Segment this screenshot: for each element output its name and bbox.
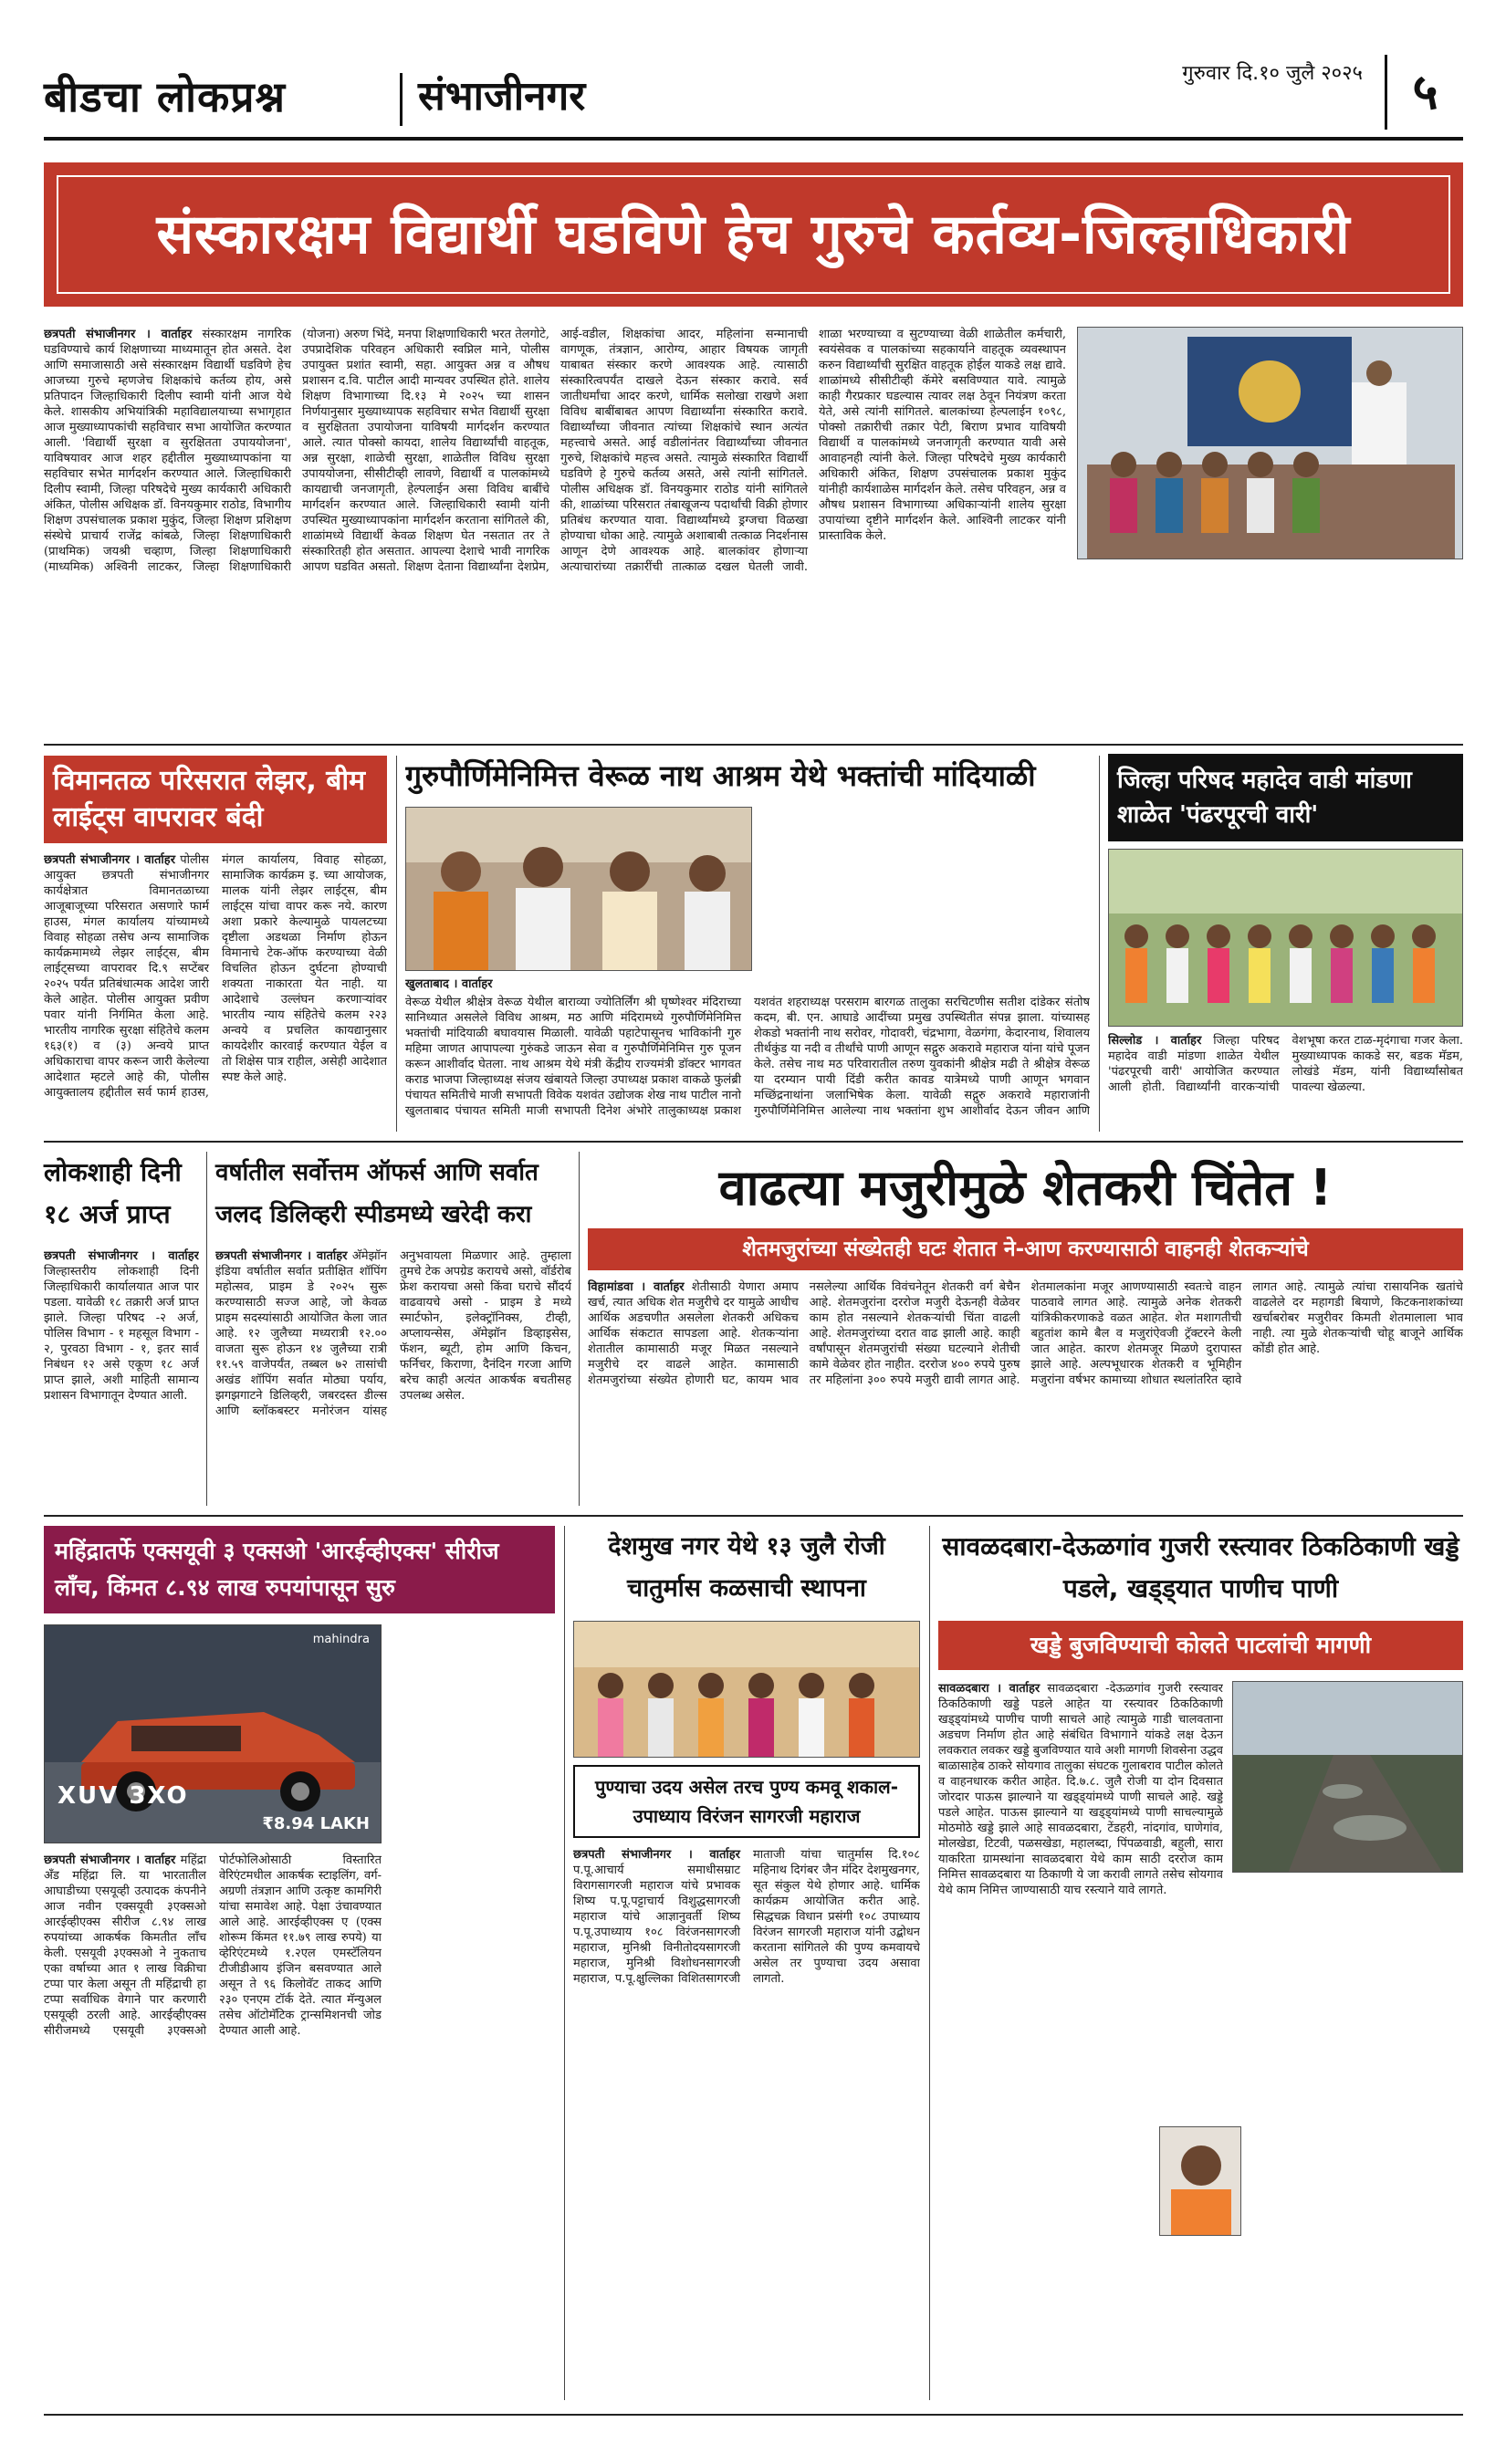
story1-dateline: छत्रपती संभाजीनगर । वार्ताहर <box>44 328 193 341</box>
rule-v-1 <box>396 756 397 1132</box>
story10-dateline: सावळदबारा । वार्ताहर <box>938 1682 1041 1696</box>
story6-dateline: छत्रपती संभाजीनगर । वार्ताहर <box>215 1249 348 1263</box>
story3-photo <box>405 807 752 971</box>
rule-v-4 <box>579 1152 580 1506</box>
story2-headline: विमानतळ परिसरात लेझर, बीम लाईट्स वापरावर बंदी <box>53 765 366 833</box>
car-photo <box>45 1625 382 1843</box>
story5-headline: लोकशाही दिनी १८ अर्ज प्राप्त <box>44 1157 182 1229</box>
story10-subheadline: खड्डे बुजविण्याची कोलते पाटलांची मागणी <box>1030 1632 1372 1658</box>
story9-dateline: छत्रपती संभाजीनगर । वार्ताहर <box>573 1848 740 1862</box>
story6-body <box>215 1248 571 1506</box>
story1-photo-scene <box>1078 328 1463 559</box>
masthead-date: गुरुवार दि.१० जुलै २०२५ <box>1182 62 1363 85</box>
story4-photo-scene <box>1109 850 1463 1027</box>
story5-body <box>44 1248 199 1506</box>
rule-v-5 <box>564 1526 565 2400</box>
rule-v-6 <box>929 1526 930 2400</box>
rule-3 <box>44 1515 1463 1517</box>
story2-dateline: छत्रपती संभाजीनगर । वार्ताहर <box>44 853 176 867</box>
story7-headline: वाढत्या मजुरीमुळे शेतकरी चिंतेत ! <box>718 1159 1333 1216</box>
story2-body <box>44 852 387 1132</box>
story6-text: अ‍ॅमेझॉन इंडिया वर्षातील सर्वात प्रतीक्षित शॉपिंग महोत्सव, प्राइम डे २०२५ सुरू करण्यासाठी सज्ज आहे, जो केवळ प्राइम सदस्यांसाठी आयोजित केला जात आहे. १२ जुलैच्या मध्यरात्री १२.०० वाजता सुरू होऊन १४ जुलैच्या रात्री ११.५९ वाजेपर्यंत, तब्बल ७२ तासांची अखंड शॉपिंग सर्वात मोठ्या पर्याय, झगझगाटने डिलिव्हरी, जबरदस्त डील्स आणि ब्लॉकबस्टर मनोरंजन यांसह अनुभवायला मिळणार आहे. तुम्हाला तुमचे टेक अपग्रेड करायचे असो, वॉर्डरोब फ्रेश करायचा असो किंवा घराचे सौंदर्य वाढवायचे असो - प्राइम डे मध्ये स्मार्टफोन, इलेक्ट्रॉनिक्स, टीव्ही, अप्लायन्सेस, अ‍ॅमेझॉन डिव्हाइसेस, फॅशन, ब्यूटी, होम आणि किचन, फर्निचर, किराणा, दैनंदिन गरजा आणि बरेच काही अत्यंत आकर्षक बचतीसह उपलब्ध असेल. <box>215 1249 571 1418</box>
rule-1 <box>44 744 1463 746</box>
story9-body <box>573 1847 920 2400</box>
story4-body <box>1108 1033 1463 1132</box>
ad-model: XUV 3XO <box>58 1782 189 1810</box>
ad-brand: mahindra <box>312 1633 370 1646</box>
masthead-title: बीडचा लोकप्रश्न <box>44 72 287 121</box>
page-number: ५ <box>1385 55 1463 130</box>
story9-subheadline: पुण्याचा उदय असेल तरच पुण्य कमवू शकाल-उपाध्याय विरंजन सागरजी महाराज <box>594 1776 899 1827</box>
story8-ad <box>44 1624 382 1843</box>
story7-text: शेतीसाठी येणारा अमाप खर्च, त्यात अधिक शेत मजुरीचे दर यामुळे आधीच आर्थिक अडचणीत असलेला शेतकरी अधिकच आर्थिक संकटात सापडला आहे. शेतकऱ्यांना शेतातील कामासाठी मजूर मिळत नसल्याने मजुरीचे दर वाढले आहेत. कामासाठी शेतमजुरांच्या संख्येत होणारी घट, कायम भाव नसलेल्या आर्थिक विवंचनेतून शेतकरी वर्ग बेचैन आहे. शेतमजुरांना दररोज मजुरी देऊनही वेळेवर काम होत नसल्याने शेतकऱ्यांची चिंता वाढली आहे. शेतमजुरांच्या दरात वाढ झाली आहे. काही वर्षांपासून शेतमजुरांची संख्या घटल्याने शेतीची कामे वेळेवर होत नाहीत. दररोज ४०० रुपये पुरुष तर महिलांना ३०० रुपये मजुरी द्यावी लागत आहे. शेतमालकांना मजूर आणण्यासाठी स्वतःचे वाहन पाठवावे लागत आहे. त्यामुळे अनेक शेतकरी यांत्रिकीकरणाकडे वळत आहेत. शेत मशागतीची बहुतांश कामे बैल व मजुरांऐवजी ट्रॅक्टरने केली जात आहेत. कारण शेतमजूर मिळणे दुरापास्त झाले आहे. अल्पभूधारक शेतकरी व भूमिहीन मजुरांना वर्षभर कामाच्या शोधात स्थलांतरित व्हावे लागत आहे. त्यामुळे त्यांचा रासायनिक खतांचे वाढलेले दर महागडी बियाणे, किटकनाशकांच्या खर्चाबरोबर मजुरीवर किमती शेतमालाला भाव नाही. त्या मुळे शेतकऱ्यांची चोहू बाजूने आर्थिक कोंडी होत आहे. <box>588 1280 1463 1387</box>
story4-headline-band <box>1108 754 1463 841</box>
story2-text: पोलीस आयुक्त छत्रपती संभाजीनगर कार्यक्षेत्रात विमानतळाच्या आजूबाजूच्या परिसरात असणारे फार्म हाउस, मंगल कार्यालय यांच्यामध्ये विवाह सोहळा तसेच अन्य सामाजिक कार्यक्रमामध्ये लेझर लाईट्स, बीम लाईट्सच्या वापरावर दि.९ सप्टेंबर २०२५ पर्यंत प्रतिबंधात्मक आदेश जारी केले आहेत. पोलीस आयुक्त प्रवीण पवार यांनी निर्गमित केला आहे. भारतीय नागरिक सुरक्षा संहितेचे कलम १६३(१) व (३) अन्वये प्राप्त अधिकाराचा वापर करून जारी केलेल्या आदेशात म्हटले आहे की, पोलीस आयुक्तालय हद्दीतील सर्व फार्म हाउस, मंगल कार्यालय, विवाह सोहळा, सामाजिक कार्यक्रम इ. च्या आयोजक, मालक यांनी लेझर लाईट्स, बीम लाईट्स यांचा वापर करू नये. कारण अशा प्रकारे केल्यामुळे पायलटच्या दृष्टीला अडथळा निर्माण होऊन विमानाचे टेक-ऑफ करण्याच्या वेळी विचलित होऊन दुर्घटना होण्याची शक्यता नाकारता येत नाही. या आदेशाचे उल्लंघन करणाऱ्यांवर भारतीय न्याय संहितेचे कलम २२३ अन्वये व प्रचलित कायद्यानुसार कायदेशीर कारवाई करण्यात येईल व तो शिक्षेस पात्र राहील, असेही आदेशात स्पष्ट केले आहे. <box>44 853 387 1100</box>
story4-text: जिल्हा परिषद महादेव वाडी मांडणा शाळेत येथील 'पंढरपूरची वारी' आयोजित करण्यात आली होती. विद्यार्थ्यांनी वारकऱ्यांची वेशभूषा करत टाळ-मृदंगाचा गजर केला. मुख्याध्यापक काकडे सर, बडक मॅडम, लोखंडे मॅडम, यांनी विद्यार्थ्यांसोबत पावल्या खेळल्या. <box>1108 1034 1463 1094</box>
rule-2 <box>44 1141 1463 1143</box>
story10-photo-road <box>1232 1681 1463 1873</box>
story8-dateline: छत्रपती संभाजीनगर । वार्ताहर <box>44 1853 176 1867</box>
story6-headline: वर्षातील सर्वोत्तम ऑफर्स आणि सर्वात जलद डिलिव्हरी स्पीडमध्ये खरेदी करा <box>215 1159 539 1228</box>
rule-bottom <box>44 2414 1463 2416</box>
story3-body: वेरूळ येथील श्रीक्षेत्र वेरूळ येथील बाराव्या ज्योतिर्लिंग श्री घृष्णेश्वर मंदिराच्या सानिध्यात असलेले विविध आश्रम, मठ आणि मंदिरामध्ये गुरुपौर्णिमेनिमित्त भक्तांची मांदियाळी बघावयास मिळाली. यावेळी पहाटेपासूनच भाविकांनी गुरु महिमा जाणत आपापल्या गुरुंकडे जाऊन सेवा व गुरुपौर्णिमेनिमित्त गुरु पूजन करून आशीर्वाद घेतला. नाथ आश्रम येथे मंत्री केंद्रीय राज्यमंत्री डॉक्टर भागवत कराड भाजपा जिल्हाध्यक्ष संजय खंबायते जिल्हा उपाध्यक्ष प्रकाश वाकळे फुलंब्री पंचायत समितीचे माजी सभापती विवेक यशवंत उद्योजक शेख नाथ पाटील नानो खुलताबाद पंचायत समिती माजी सभापती दिनेश अंभोरे तालुकाध्यक्ष प्रकाश यशवंत शहराध्यक्ष परसराम बारगळ तालुका सरचिटणीस सतीश दांडेकर संतोष कदम, बी. एन. आघाडे आदींच्या प्रमुख उपस्थितीत संपन्न झाला. यांच्यासह शेकडो भक्तांनी नाथ सरोवर, गोदावरी, चंद्रभागा, वेळगंगा, केदारनाथ, शिवालय तीर्थकुंड या नदी व तीर्थांचे पाणी आणून सद्गुरु अकरावे महाराज यांना यांचे पूजन केले. तसेच नाथ मठ परिवारातील तरुण युवकांनी श्रीक्षेत्र मढी ते श्रीक्षेत्र वेरूळ या दरम्यान पायी दिंडी करीत कावड यात्रेमध्ये पाणी आणून भगवान मच्छिंद्रनाथांना जलाभिषेक केला. यावेळी सद्गुरु अकरावे महाराजांनी गुरुपौर्णिमेनिमित्त आलेल्या नाथ भक्तांना शुभ आशीर्वाद देऊन जीवन आणि <box>405 996 1090 1118</box>
story4-photo <box>1108 849 1463 1027</box>
story9-photo-scene <box>574 1622 920 1758</box>
story5-text: जिल्हास्तरीय लोकशाही दिनी जिल्हाधिकारी कार्यालयात आज पार पडला. यावेळी १८ तक्रारी अर्ज प्राप्त झाले. जिल्हा परिषद -२ अर्ज, पोलिस विभाग - १ महसूल विभाग - २, पुरवठा विभाग - १, इतर सार्व निबंधन १२ असे एकूण १८ अर्ज प्राप्त झाले, अशी माहिती सामान्य प्रशासन विभागातून देण्यात आली. <box>44 1265 199 1403</box>
story10-headline: सावळदबारा-देऊळगांव गुजरी रस्त्यावर ठिकठिकाणी खड्डे पडले, खड्ड्यात पाणीच पाणी <box>942 1531 1459 1603</box>
story8-headline: महिंद्रातर्फे एक्सयूवी ३ एक्सओ 'आरईव्हीएक्स' सीरीज लाँच, किंमत ८.९४ लाख रुपयांपासून सुरु <box>55 1538 499 1601</box>
story1-headline: संस्कारक्षम विद्यार्थी घडविणे हेच गुरुचे कर्तव्य-जिल्हाधिकारी <box>57 175 1450 294</box>
story8-headline-band <box>44 1526 555 1613</box>
story9-photo <box>573 1621 920 1758</box>
rule-v-3 <box>206 1152 207 1506</box>
story2-headline-band <box>44 756 387 843</box>
story10-subheadline-band <box>938 1621 1463 1670</box>
story3-headline: गुरुपौर्णिमेनिमित्त वेरूळ नाथ आश्रम येथे भक्तांची मांदियाळी <box>405 758 1036 793</box>
story3-photo-scene <box>406 808 752 971</box>
story9-subheadline-box <box>573 1765 920 1838</box>
story7-subheadline-band <box>588 1228 1463 1270</box>
story8-body-right <box>391 1624 555 2400</box>
story8-body <box>44 1853 382 2400</box>
story5-dateline: छत्रपती संभाजीनगर । वार्ताहर <box>44 1249 199 1263</box>
story1-photo <box>1077 327 1463 559</box>
story1-text: संस्कारक्षम नागरिक घडविण्याचे कार्य शिक्षणाच्या माध्यमातून होत असते. देश आणि समाजासाठी असे संस्कारक्षम विद्यार्थी घडविणे हेच आजच्या गुरुचे म्हणजेच शिक्षकांचे कर्तव्य होय, असे प्रतिपादन जिल्हाधिकारी दिलीप स्वामी यांनी आज येथे केले. शासकीय अभियांत्रिकी महाविद्यालयाच्या सभागृहात आज मुख्याध्यापकांची सहविचार सभा आयोजित करण्यात आली. 'विद्यार्थी सुरक्षा व सुरक्षितता उपाययोजना', याविषयावर आज शहर हद्दीतील मुख्याध्यापकांना या सहविचार सभेत मार्गदर्शन करण्यात आले. जिल्हाधिकारी दिलीप स्वामी, जिल्हा परिषदेचे मुख्य कार्यकारी अधिकारी अंकित, पोलीस अधिक्षक डॉ. विनयकुमार राठोड, विभागीय शिक्षण उपसंचालक प्रकाश मुकुंद, जिल्हा शिक्षण प्रशिक्षण संस्थेचे प्राचार्य राजेंद्र कांबळे, जिल्हा शिक्षणाधिकारी (प्राथमिक) जयश्री चव्हाण, जिल्हा शिक्षणाधिकारी (माध्यमिक) अश्विनी लाटकर, जिल्हा शिक्षणाधिकारी (योजना) अरुण भिंदे, मनपा शिक्षणाधिकारी भरत तेलगोटे, उपप्रादेशिक परिवहन अधिकारी स्वप्निल माने, पोलीस उपायुक्त प्रशांत स्वामी, सहा. आयुक्त अन्न व औषध प्रशासन द.वि. पाटील आदी मान्यवर उपस्थित होते. शालेय शिक्षण विभागाच्या दि.१३ मे २०२५ च्या शासन निर्णयानुसार मुख्याध्यापक सहविचार सभेत विद्यार्थी सुरक्षा व सुरक्षितता उपायोजना याविषयी मार्गदर्शन करण्यात आले. त्यात पोक्सो कायदा, शालेय विद्यार्थ्यांची वाहतूक, अन्न सुरक्षा, शाळेची सुरक्षा, शाळेतील विविध सुरक्षा उपाययोजना, सीसीटीव्ही लावणे, विद्यार्थी व पालकांमध्ये कायद्याची जनजागृती, हेल्पलाईन असा विविध बाबींचे मार्गदर्शन करण्यात आले. जिल्हाधिकारी स्वामी यांनी उपस्थित मुख्याध्यापकांना मार्गदर्शन करताना सांगितले की, शाळांमध्ये विद्यार्थी केवळ शिक्षण घेत नसतात तर ते संस्कारितही होत असतात. आपल्या देशाचे भावी नागरिक आपण घडवित असतो. शिक्षण देताना विद्यार्थ्यांना देशप्रेम, आई-वडील, शिक्षकांचा आदर, महिलांना सन्मानाची वागणूक, तंत्रज्ञान, आरोग्य, आहार विषयक जागृती याबाबत संस्कार करणे आवश्यक आहे. त्यासाठी संस्कारित्वपर्यंत दाखले देऊन संस्कार करावे. सर्व जातीधर्मांचा आदर करणे, धार्मिक सलोखा राखणे अशा विविध बाबींबाबत आपण विद्यार्थ्यांना संस्कारित करावे. विद्यार्थ्यांच्या जीवनात त्यांच्या शिक्षकांचे स्थान अत्यंत महत्त्वाचे असते. आई वडीलांनंतर विद्यार्थ्यांच्या जीवनात गुरुचे, शिक्षकांचे महत्त्व असते. त्यामुळे संस्कारित विद्यार्थी घडविणे हे गुरुचे कर्तव्य असते, असे त्यांनी सांगितले. पोलीस अधिक्षक डॉ. विनयकुमार राठोड यांनी सांगितले की, शाळांच्या परिसरात तंबाखूजन्य पदार्थांची विक्री होणार प्रतिबंध करण्यात यावा. विद्यार्थ्यांमध्ये ड्रग्जचा विळखा होण्याचा धोका आहे. त्यामुळे अशाबाबी तत्काळ निदर्शनास आणून देणे आवश्यक आहे. बालकांवर होणाऱ्या अत्याचारांच्या तक्रारींची तात्काळ दखल घेतली जावी. शाळा भरण्याच्या व सुटण्याच्या वेळी शाळेतील कर्मचारी, स्वयंसेवक व पालकांच्या सहकार्याने वाहतूक व्यवस्थापन करुन विद्यार्थ्यांची सुरक्षित वाहतूक होईल याकडे लक्ष द्यावे. शाळांमध्ये सीसीटीव्ही कॅमेरे बसविण्यात यावे. त्यामुळे काही गैरप्रकार घडल्यास त्यावर लक्ष ठेवून नियंत्रण करता येते, असे त्यांनी सांगितले. बालकांच्या हेल्पलाईन १०९८, पोक्सो तक्रारीची तक्रार पेटी, बिराण प्रभाव याविषयी विद्यार्थी व पालकांमध्ये जनजागृती करण्यात यावी असे आवाहनही त्यांनी केले. जिल्हा परिषदेचे मुख्य कार्यकारी अधिकारी अंकित, शिक्षण उपसंचालक प्रकाश मुकुंद यांनीही कार्यशाळेस मार्गदर्शन केले. तसेच परिवहन, अन्न व औषध प्रशासन विभागाच्या अधिकाऱ्यांनी शालेय सुरक्षा उपायांच्या दृष्टीने मार्गदर्शन केले. आश्विनी लाटकर यांनी प्रास्ताविक केले. <box>44 328 1066 574</box>
masthead-divider <box>400 73 403 126</box>
story3-body-right <box>761 807 1090 989</box>
story1-headline-band <box>44 162 1463 307</box>
story1-body-continued <box>1077 568 1463 733</box>
story8-text: महिंद्रा अँड महिंद्रा लि. या भारतातील आघाडीच्या एसयूव्ही उत्पादक कंपनीने आज नवीन एक्सयूवी ३एक्सओ आरईव्हीएक्स सीरीज ८.९४ लाख रुपयांच्या आकर्षक किमतीत लाँच केली. एसयूवी ३एक्सओ ने नुकताच एका वर्षाच्या आत १ लाख विक्रीचा टप्पा पार केला असून ती महिंद्राची हा टप्पा सर्वाधिक वेगाने पार करणारी एसयूव्ही ठरली आहे. आरईव्हीएक्स सीरीजमध्ये एसयूवी ३एक्सओ पोर्टफोलिओसाठी विस्तारित वेरिएंटमधील आकर्षक स्टाइलिंग, वर्ग-अग्रणी तंत्रज्ञान आणि उत्कृष्ट कामगिरी यांचा समावेश आहे. पेक्षा उंचावण्यात आले आहे. आरईव्हीएक्स ए (एक्स शोरूम किंमत ११.७९ लाख रुपये) या व्हेरिएंटमध्ये १.२एल एमस्टॅलियन टीजीडीआय इंजिन बसवण्यात आले असून ते ९६ किलोवॅट ताकद आणि २३० एनएम टॉर्क देते. त्यात मॅन्युअल तसेच ऑटोमॅटिक ट्रान्समिशनची जोड देण्यात आली आहे. <box>44 1853 382 2038</box>
story10-body <box>938 1681 1223 2400</box>
road-scene <box>1233 1682 1463 1873</box>
story7-body <box>588 1279 1463 1506</box>
story3-dateline: खुलताबाद । वार्ताहर <box>405 977 493 991</box>
masthead-rule <box>44 137 1463 141</box>
masthead <box>44 55 1463 137</box>
rule-v-2 <box>1099 756 1100 1132</box>
story4-headline: जिल्हा परिषद महादेव वाडी मांडणा शाळेत 'पंढरपूरची वारी' <box>1117 767 1412 829</box>
story7-subheadline: शेतमजुरांच्या संख्येतही घटः शेतात ने-आण करण्यासाठी वाहनही शेतकऱ्यांचे <box>742 1237 1309 1261</box>
masthead-edition: संभाजीनगर <box>418 73 586 120</box>
ad-price: ₹8.94 LAKH <box>262 1814 370 1833</box>
story1-body <box>44 327 1066 733</box>
story7-dateline: विहामांडवा । वार्ताहर <box>588 1280 685 1294</box>
story10-text: सावळदबारा -देऊळगांव गुजरी रस्त्यावर ठिकठिकाणी खड्डे पडले आहेत या रस्त्यावर ठिकठिकाणी खड्ड्यांमध्ये पाणीच पाणी साचले आहे त्यामुळे गाडी चालवताना अडचण निर्माण होत आहे संबंधित विभागाने यांकडे लक्ष देऊन लवकरात लवकर खड्डे बुजविण्यात यावे अशी मागणी शिवसेना उद्धव बाळासाहेब ठाकरे सोयगाव तालुका संघटक गुलाबराव पाटील कोलते व वाहनधारक करीत आहेत. दि.७.८. जुलै रोजी या दोन दिवसात जोरदार पाऊस झाल्याने या खड्ड्यांमध्ये पाणी साचले आहे. खड्डे पडले आहेत. पाऊस झाल्याने या खड्ड्यांमध्ये पाणी साचल्यामुळे मोठमोठे खड्डे झाले आहे सावळदबारा, टेंडहरी, नांदगांव, घाणेगांव, मोलखेडा, टिटवी, पळसखेडा, महालब्दा, पिंपळवाडी, बहुली, सारा याकरिता ग्रामस्थांना सावळदबारा येथे काम साठी दररोज काम निमित्त सावळदबारा या ठिकाणी ये जा करावी लागते तसेच सोयगाव येथे काम निमित्त जाण्यासाठी याच रस्त्याने यावे लागते. <box>938 1682 1223 1897</box>
story9-text: प.पू.आचार्य समाधीसम्राट विरागसागरजी महाराज यांचे प्रभावक शिष्य प.पू.पट्टाचार्य विशुद्धसागरजी महाराज यांचे आज्ञानुवर्ती शिष्य प.पू.उपाध्याय १०८ विरंजनसागरजी महाराज, मुनिश्री विनीतोदयसागरजी महाराज, मुनिश्री विशोधनसागरजी महाराज, प.पू.क्षुल्लिका विशितसागरजी माताजी यांचा चातुर्मास दि.१०८ महिनाथ दिगंबर जैन मंदिर देशमुखनगर, सूत संकुल येथे होणार आहे. धार्मिक कार्यक्रम आयोजित करीत आहे. सिद्धचक्र विधान प्रसंगी १०८ उपाध्याय विरंजन सागरजी महाराज यांनी उद्बोधन करताना सांगितले की पुण्य कमवायचे असेल तर पुण्याचा उदय असावा लागतो. <box>573 1848 920 1986</box>
story9-headline: देशमुख नगर येथे १३ जुलै रोजी चातुर्मास कळसाची स्थापना <box>608 1532 885 1603</box>
story4-dateline: सिल्लोड । वार्ताहर <box>1108 1034 1202 1048</box>
